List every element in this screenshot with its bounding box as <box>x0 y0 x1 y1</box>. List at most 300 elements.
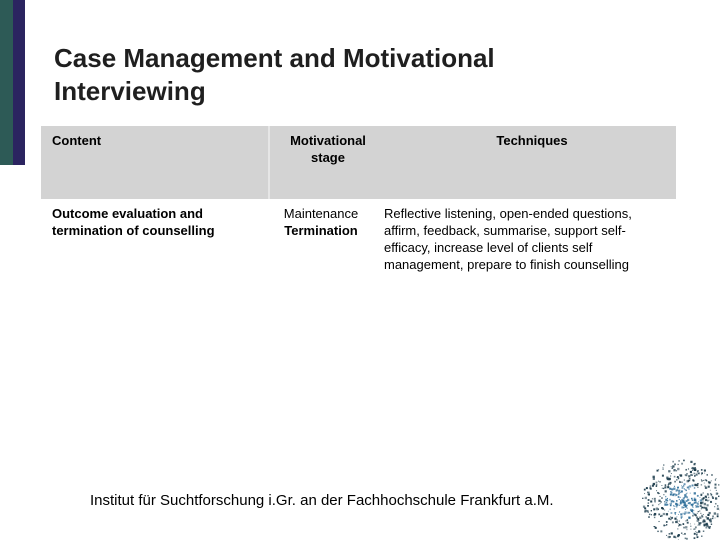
logo-dot <box>642 498 643 499</box>
logo-dot <box>692 470 693 471</box>
logo-dot <box>657 510 658 511</box>
logo-dot <box>717 515 719 517</box>
logo-dot <box>645 510 647 512</box>
logo-dot <box>709 512 711 514</box>
logo-dot <box>678 490 680 492</box>
logo-dot <box>656 490 657 491</box>
logo-dot <box>653 508 655 510</box>
logo-dot <box>677 519 678 520</box>
cell-techniques-line-2: affirm, feedback, summarise, support self- <box>384 223 626 238</box>
logo-dot <box>667 504 668 505</box>
logo-dot <box>691 504 693 506</box>
logo-dot <box>701 469 703 471</box>
logo-dot <box>667 478 669 480</box>
logo-dot <box>711 474 712 475</box>
logo-dot <box>693 473 695 475</box>
logo-dot <box>676 490 678 492</box>
logo-dot <box>682 486 683 487</box>
logo-dot <box>690 509 692 511</box>
logo-dot <box>656 485 657 486</box>
logo-dot <box>683 507 684 508</box>
logo-dot <box>690 523 691 524</box>
logo-dot <box>706 509 708 511</box>
logo-dot <box>668 536 670 538</box>
logo-dot <box>696 484 698 486</box>
logo-dot <box>690 471 692 473</box>
logo-dot <box>676 479 677 480</box>
logo-dot <box>701 508 702 509</box>
logo-dot <box>674 463 676 465</box>
logo-dot <box>663 488 664 489</box>
logo-dot <box>679 505 680 506</box>
logo-dot <box>695 515 696 516</box>
logo-dot <box>663 513 665 515</box>
logo-dot <box>698 501 699 502</box>
logo-dot <box>679 482 680 483</box>
logo-dot <box>681 514 683 516</box>
logo-dot <box>683 527 685 529</box>
logo-dot <box>699 517 701 519</box>
logo-dot <box>671 473 672 474</box>
logo-dot <box>697 471 698 472</box>
logo-dot <box>663 525 665 527</box>
logo-dot <box>688 468 689 469</box>
logo-dot <box>703 492 704 493</box>
logo-dot <box>686 474 688 476</box>
logo-dot <box>686 473 687 474</box>
logo-dot <box>660 501 661 502</box>
logo-dot <box>678 478 679 479</box>
logo-dot <box>643 506 645 508</box>
logo-dot <box>687 487 689 489</box>
logo-dot <box>694 487 695 488</box>
slide-title-line-1: Case Management and Motivational <box>54 43 495 73</box>
logo-dot <box>701 474 702 475</box>
logo-dot <box>714 487 716 489</box>
logo-dot <box>670 517 671 518</box>
logo-dot <box>678 514 679 515</box>
logo-dot <box>672 461 674 463</box>
logo-dot <box>683 460 685 462</box>
logo-dot <box>665 496 666 497</box>
logo-dot <box>668 511 669 512</box>
logo-dot <box>663 494 664 495</box>
logo-dot <box>670 503 672 505</box>
logo-dot <box>678 492 680 494</box>
logo-dot <box>714 512 716 514</box>
logo-dot <box>676 500 678 502</box>
logo-dot <box>670 509 671 510</box>
logo-dot <box>686 490 687 491</box>
logo-dot <box>661 507 663 509</box>
accent-bar-green <box>0 0 13 165</box>
logo-dot <box>692 467 694 469</box>
logo-dot <box>680 474 682 476</box>
logo-dot <box>653 476 655 478</box>
logo-dot <box>706 524 708 526</box>
logo-dot <box>682 487 684 489</box>
logo-dot <box>654 526 655 527</box>
logo-dot <box>714 506 715 507</box>
logo-dot <box>700 499 702 501</box>
logo-dot <box>685 526 687 528</box>
logo-dot <box>652 498 653 499</box>
logo-dot <box>678 464 679 465</box>
logo-dot <box>666 521 668 523</box>
institute-logo-icon <box>640 458 720 540</box>
logo-dot <box>704 469 706 471</box>
logo-dot <box>685 520 686 521</box>
logo-dot <box>665 486 666 487</box>
logo-dot <box>677 535 679 537</box>
logo-dot <box>680 492 681 493</box>
logo-dot <box>654 498 656 500</box>
logo-dot <box>667 500 668 501</box>
header-content: Content <box>52 133 102 148</box>
logo-dot <box>669 533 671 535</box>
logo-dot <box>660 530 662 532</box>
logo-dot <box>717 505 718 506</box>
logo-dot <box>677 521 678 522</box>
logo-dot <box>671 512 673 514</box>
logo-dot <box>674 486 675 487</box>
logo-dot <box>683 523 685 525</box>
logo-dot <box>685 469 687 471</box>
logo-dot <box>717 493 718 494</box>
logo-dot <box>678 496 679 497</box>
logo-dot <box>715 497 717 499</box>
logo-dot <box>704 483 705 484</box>
logo-dot <box>700 505 702 507</box>
logo-dot <box>672 467 674 469</box>
logo-dot <box>673 505 674 506</box>
logo-dot <box>647 492 648 493</box>
logo-dot <box>653 478 655 480</box>
logo-dot <box>674 518 676 520</box>
logo-dot <box>658 500 660 502</box>
logo-dot <box>699 510 700 511</box>
logo-dot <box>658 504 659 505</box>
logo-dot <box>709 519 711 521</box>
logo-dot <box>692 499 694 501</box>
logo-dot <box>657 492 659 494</box>
logo-dot <box>651 514 652 515</box>
logo-dot <box>695 526 697 528</box>
logo-dot <box>692 507 693 508</box>
logo-dot <box>671 488 673 490</box>
logo-dot <box>670 505 672 507</box>
logo-dot <box>717 508 719 510</box>
logo-dot <box>684 494 686 496</box>
logo-dot <box>674 469 675 470</box>
logo-dot <box>711 524 712 525</box>
logo-dot <box>684 504 686 506</box>
logo-dot <box>686 538 688 540</box>
logo-dot <box>660 516 661 517</box>
logo-dot <box>665 490 667 492</box>
logo-dot <box>656 482 658 484</box>
logo-dot <box>662 488 663 489</box>
logo-dot <box>707 493 709 495</box>
logo-dot <box>717 513 719 515</box>
logo-dot <box>690 529 691 530</box>
logo-dot <box>710 501 712 503</box>
logo-dot <box>705 499 707 501</box>
logo-dot <box>700 494 702 496</box>
logo-dot <box>669 478 671 480</box>
logo-dot <box>715 479 716 480</box>
logo-dot <box>647 505 649 507</box>
logo-dot <box>663 464 664 465</box>
logo-dot <box>699 524 701 526</box>
logo-dot <box>650 500 652 502</box>
logo-dot <box>667 486 669 488</box>
logo-dot <box>701 515 703 517</box>
logo-dot <box>716 478 717 479</box>
logo-dot <box>681 532 682 533</box>
logo-dot <box>665 484 667 486</box>
slide-title-line-2: Interviewing <box>54 76 206 106</box>
logo-dot <box>648 494 650 496</box>
logo-dot <box>664 503 666 505</box>
logo-dot <box>703 480 704 481</box>
cell-stage-line-1: Maintenance <box>283 206 359 221</box>
logo-dot <box>681 485 682 486</box>
logo-dot <box>645 497 647 499</box>
cell-content-line-1: Outcome evaluation and <box>52 206 203 221</box>
logo-dot <box>703 530 704 531</box>
cell-techniques-line-3: efficacy, increase level of clients self <box>384 240 593 255</box>
logo-dot <box>710 490 711 491</box>
logo-dot <box>705 487 707 489</box>
logo-dot <box>674 493 675 494</box>
header-stage-line-1: Motivational <box>290 133 366 148</box>
logo-dot <box>688 480 690 482</box>
logo-dot <box>715 503 717 505</box>
logo-dot <box>705 496 707 498</box>
logo-dot <box>684 488 685 489</box>
logo-dot <box>681 517 682 518</box>
logo-dot <box>666 524 667 525</box>
logo-dot <box>649 514 651 516</box>
logo-dot <box>698 472 700 474</box>
logo-dot <box>673 495 674 496</box>
logo-dot <box>661 497 663 499</box>
logo-dot <box>704 473 705 474</box>
footer-institute: Institut für Suchtforschung i.Gr. an der Fachhochschule Frankfurt a.M. <box>90 492 554 509</box>
logo-dot <box>675 514 676 515</box>
logo-dot <box>668 518 670 520</box>
logo-dot <box>677 528 678 529</box>
cell-content-line-2: termination of counselling <box>52 223 215 238</box>
logo-dot <box>693 529 694 530</box>
logo-dot <box>715 518 716 519</box>
logo-dot <box>687 519 688 520</box>
logo-dot <box>680 497 681 498</box>
logo-dot <box>707 514 709 516</box>
logo-dot <box>672 521 674 523</box>
logo-dot <box>683 502 685 504</box>
logo-dot <box>677 487 679 489</box>
logo-dot <box>646 487 648 489</box>
logo-dot <box>658 469 659 470</box>
logo-dot <box>716 490 717 491</box>
logo-dot <box>688 475 690 477</box>
logo-dot <box>676 506 678 508</box>
logo-dot <box>698 525 699 526</box>
logo-dot <box>718 484 719 485</box>
logo-dot <box>694 492 696 494</box>
logo-dot <box>711 494 713 496</box>
logo-dot <box>657 531 658 532</box>
logo-dot <box>652 505 654 507</box>
cell-techniques-line-1: Reflective listening, open-ended questions, <box>384 206 632 221</box>
logo-dot <box>654 517 655 518</box>
logo-dot <box>679 511 680 512</box>
logo-dot <box>695 531 696 532</box>
logo-dot <box>692 485 694 487</box>
logo-dot <box>694 524 695 525</box>
logo-dot <box>661 485 662 486</box>
cell-stage-line-2: Termination <box>284 223 358 238</box>
logo-dot <box>659 514 660 515</box>
logo-dot <box>687 529 688 530</box>
logo-dot <box>650 488 652 490</box>
logo-dot <box>686 505 688 507</box>
logo-dot <box>669 499 671 501</box>
logo-dot <box>679 524 681 526</box>
logo-dot <box>648 499 650 501</box>
logo-dot <box>692 503 694 505</box>
logo-dot <box>697 487 698 488</box>
logo-dot <box>651 510 652 511</box>
logo-dot <box>687 508 688 509</box>
logo-dot <box>704 486 705 487</box>
logo-dot <box>700 513 701 514</box>
logo-dot <box>697 495 699 497</box>
logo-dot <box>683 485 684 486</box>
logo-dot <box>663 467 664 468</box>
logo-dot <box>660 496 661 497</box>
logo-dot <box>659 493 660 494</box>
logo-dot <box>704 503 706 505</box>
logo-dot <box>666 535 667 536</box>
logo-dot <box>662 469 663 470</box>
logo-dot <box>698 522 700 524</box>
logo-dot <box>695 502 696 503</box>
logo-dot <box>697 483 698 484</box>
cell-stage <box>276 205 366 239</box>
logo-dot <box>681 524 682 525</box>
header-motivational-stage <box>280 132 376 166</box>
logo-dot <box>697 503 699 505</box>
logo-dot <box>705 479 707 481</box>
logo-dot <box>690 526 691 527</box>
logo-dot <box>650 485 651 486</box>
logo-dot <box>670 491 671 492</box>
logo-dot <box>694 475 696 477</box>
logo-dot <box>718 496 719 497</box>
logo-dot <box>673 488 675 490</box>
table-header-divider <box>268 126 270 199</box>
logo-dot <box>697 536 699 538</box>
logo-dot <box>660 503 661 504</box>
logo-dot <box>684 483 686 485</box>
logo-dot <box>683 513 684 514</box>
logo-dot <box>698 511 699 512</box>
logo-dot <box>687 522 689 524</box>
logo-dot <box>670 475 671 476</box>
logo-dot <box>708 481 710 483</box>
logo-dot <box>668 483 670 485</box>
logo-dot <box>671 517 673 519</box>
logo-dot <box>673 536 675 538</box>
logo-dot <box>671 501 673 503</box>
logo-dot <box>694 469 696 471</box>
logo-dot <box>701 535 703 537</box>
logo-dot <box>711 480 712 481</box>
logo-dot <box>703 524 705 526</box>
logo-dot <box>680 502 682 504</box>
logo-dot <box>697 513 698 514</box>
logo-dot <box>689 485 691 487</box>
logo-dot <box>691 498 693 500</box>
logo-dot <box>679 499 680 500</box>
logo-dot <box>659 481 660 482</box>
logo-dot <box>694 499 696 501</box>
logo-dot <box>674 512 676 514</box>
logo-dot <box>694 533 696 535</box>
logo-dot <box>666 502 667 503</box>
logo-dot <box>701 480 703 482</box>
logo-dot <box>703 507 705 509</box>
logo-dot <box>715 484 717 486</box>
logo-dot <box>684 479 685 480</box>
cell-content <box>52 205 257 239</box>
logo-dot <box>684 533 686 535</box>
logo-dot <box>688 488 689 489</box>
logo-dot <box>692 511 693 512</box>
logo-dot <box>647 511 649 513</box>
logo-dot <box>696 473 698 475</box>
logo-dot <box>687 512 689 514</box>
logo-dot <box>689 502 691 504</box>
slide-title <box>54 42 654 108</box>
logo-dot <box>644 489 646 491</box>
header-techniques: Techniques <box>496 133 568 148</box>
logo-dot <box>648 516 650 518</box>
logo-dot <box>694 528 695 529</box>
logo-dot <box>658 521 659 522</box>
logo-dot <box>685 538 687 540</box>
cell-techniques <box>384 205 664 273</box>
logo-dot <box>652 485 654 487</box>
logo-dot <box>712 518 713 519</box>
logo-dot <box>701 484 702 485</box>
logo-dot <box>655 502 656 503</box>
logo-dot <box>678 523 679 524</box>
logo-dot <box>644 493 645 494</box>
logo-dot <box>681 482 682 483</box>
logo-dot <box>705 527 707 529</box>
logo-dot <box>700 502 702 504</box>
logo-dot <box>671 466 672 467</box>
logo-dot <box>674 508 675 509</box>
logo-dot <box>673 501 675 503</box>
logo-dot <box>653 514 655 516</box>
logo-dot <box>700 522 702 524</box>
logo-dot <box>687 499 689 501</box>
